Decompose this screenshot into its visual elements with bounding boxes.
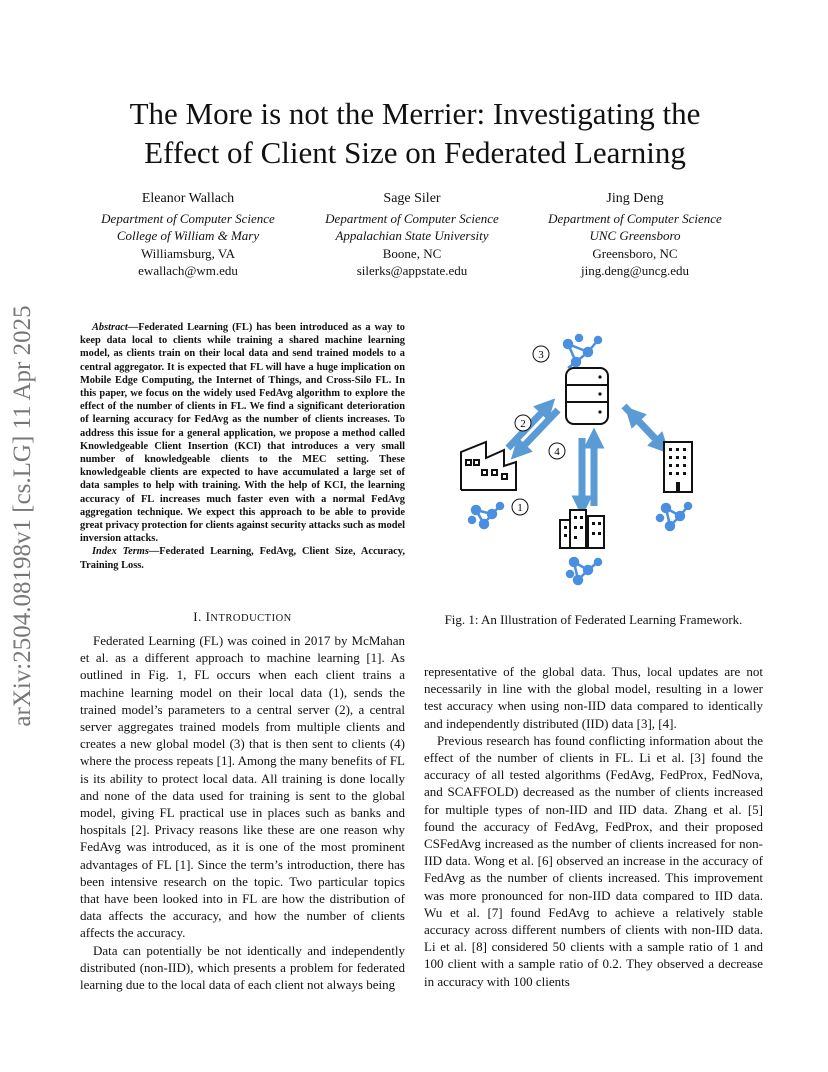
author-block-1 <box>78 190 298 280</box>
step-4-label: 4 <box>554 446 560 458</box>
city-client-icon <box>560 510 604 548</box>
intro-column <box>80 632 405 993</box>
section-heading <box>80 609 405 625</box>
step-3-label: 3 <box>538 349 544 361</box>
author-email[interactable]: jing.deng@uncg.edu <box>580 263 689 278</box>
right-paragraph-1: representative of the global data. Thus, local updates are not necessarily in line with the global model, resulting in a lower test accuracy when using non-IID data compared to identically and independently distributed (IID) data [3], [4]. <box>424 664 763 731</box>
paper-title <box>70 94 760 172</box>
right-column <box>424 663 763 990</box>
author-block-2 <box>302 190 522 280</box>
author-email[interactable]: ewallach@wm.edu <box>138 263 238 278</box>
section-number: I. <box>193 609 206 624</box>
right-paragraph-2: Previous research has found conflicting information about the effect of the number of clients in FL. Li et al. [3] found the accuracy of all tested algorithms (FedAvg, FedProx, FedNova, and SCAFFOLD) decreased as the number of clients increased for multiple types of non-IID and IID data. Zhang et al. [5] found the accuracy of FedAvg, FedProx, and their proposed CSFedAvg increased as the number of clients increased for non-IID data. Wong et al. [6] observed an increase in the accuracy of FedAvg as the number of clients increased. This improvement was more pronounced for non-IID data compared to IID data. Wu et al. [7] found FedAvg to achieve a relatively stable accuracy across different numbers of clients with non-IID data. Li et al. [8] considered 50 clients with a sample ratio of 1 and 100 client with a sample ratio of 0.2. They observed a decrease in accuracy with 100 clients <box>424 732 763 989</box>
title-line-2: Effect of Client Size on Federated Learning <box>144 135 686 170</box>
author-dept: Department of Computer Science <box>101 210 275 226</box>
intro-paragraph-1: Federated Learning (FL) was coined in 2017 by McMahan et al. as a different approach to machine learning [1]. As outlined in Fig. 1, FL occurs when each client trains a machine learning model on their local data (1), sends the trained model’s parameters to a central server (2), a central server aggregates trained models from multiple clients and creates a new global model (3) that is then sent to clients (4) where the process repeats [1]. Among the many benefits of FL is its ability to protect local data. All training is done locally and none of the data used for training is sent to the global model, giving FL practical use in places such as banks and hospitals [2]. Privacy reasons like these are one reason why FedAvg was introduced, as it is one of the most prominent advantages of FL [1]. Since the term’s introduction, there has been intensive research on the topic. Two particular topics that have been looked into in FL are how the distribution of data affects the accuracy, and how the number of clients affects the accuracy. <box>80 633 405 941</box>
author-dept: Department of Computer Science <box>325 210 499 226</box>
fl-framework-figure <box>446 330 746 600</box>
author-inst: Appalachian State University <box>335 228 489 243</box>
left-client-network-icon <box>469 503 503 528</box>
intro-paragraph-2: Data can potentially be not identically and independently distributed (non-IID), which presents a problem for federated learning due to the local data of each client not always being <box>80 942 405 993</box>
index-terms-label: Index Terms <box>92 546 149 558</box>
global-model-network-icon <box>564 335 601 368</box>
abstract-label: Abstract <box>92 322 128 333</box>
author-name: Sage Siler <box>383 191 441 206</box>
author-name: Jing Deng <box>606 191 664 206</box>
index-terms-text: —Federated Learning, FedAvg, Client Size, Accuracy, Training Loss. <box>80 546 405 571</box>
author-email[interactable]: silerks@appstate.edu <box>356 263 468 278</box>
author-block-3 <box>525 190 745 280</box>
server-database-icon <box>566 368 608 424</box>
step-2-label: 2 <box>520 418 526 430</box>
author-name: Eleanor Wallach <box>141 191 235 206</box>
author-location: Boone, NC <box>382 245 442 261</box>
factory-client-icon <box>461 442 516 490</box>
section-initial: I <box>205 609 211 624</box>
figure-caption: Fig. 1: An Illustration of Federated Learning Framework. <box>444 612 743 627</box>
section-title-rest: NTRODUCTION <box>210 613 292 624</box>
author-dept: Department of Computer Science <box>548 210 722 226</box>
bottom-client-network-icon <box>567 558 601 584</box>
abstract-text: —Federated Learning (FL) has been introduced as a way to keep data local to clients while training a shared machine learning model, as clients train on their local data and send trained models to a central aggregator. It is expected that FL will have a huge implication on Mobile Edge Computing, the Internet of Things, and Cross-Silo FL. In this paper, we focus on the widely used FedAvg algorithm to explore the effect of the number of clients in FL. We find a significant deterioration of learning accuracy for FedAvg as the number of clients increases. To address this issue for a general application, we propose a method called Knowledgeable Client Insertion (KCI) that introduces a very small number of knowledgeable clients to the MEC setting. These knowledgeable clients are expected to have accumulated a large set of data samples to help with training. With the help of KCI, the learning accuracy of FL increases much faster even with a normal FedAvg aggregation technique. We expect this approach to be able to provide great privacy protection for clients against security attacks such as model inversion attacks. <box>80 322 405 545</box>
author-inst: College of William & Mary <box>116 228 260 243</box>
title-line-1: The More is not the Merrier: Investigating the <box>129 96 701 131</box>
author-location: Williamsburg, VA <box>140 245 236 261</box>
abstract <box>80 321 405 572</box>
office-client-icon <box>664 442 692 492</box>
step-1-label: 1 <box>517 502 523 514</box>
author-inst: UNC Greensboro <box>589 228 681 243</box>
author-location: Greensboro, NC <box>592 245 678 261</box>
right-client-network-icon <box>657 503 691 530</box>
arxiv-identifier: arXiv:2504.08198v1 [cs.LG] 11 Apr 2025 <box>9 305 36 727</box>
